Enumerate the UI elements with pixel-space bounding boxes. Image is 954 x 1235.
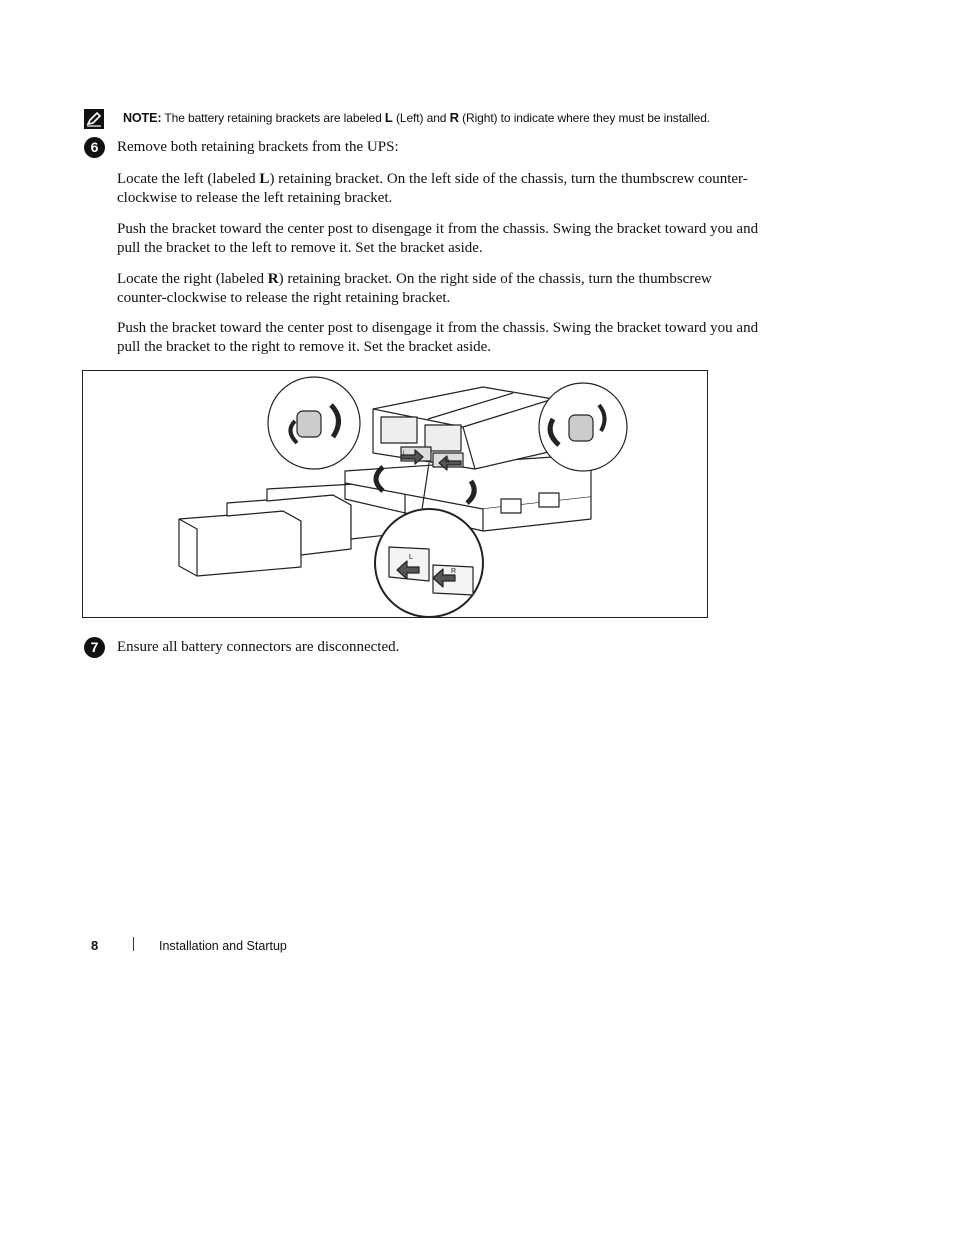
- note-text-part: The battery retaining brackets are labeled: [164, 111, 382, 125]
- step-7-text: Ensure all battery connectors are disconnected.: [117, 639, 400, 655]
- note-letter-r: R: [449, 110, 459, 125]
- pencil-note-icon: [84, 109, 104, 129]
- pallet-slot: [539, 493, 559, 507]
- para-letter-r: R: [267, 271, 279, 287]
- step-7-badge: 7: [84, 637, 105, 658]
- ups-illustration: [83, 371, 707, 617]
- para-text: ) retaining bracket. On the left side of the chassis, turn the thumbscrew counter-clockwise to release the left retaining bracket.: [117, 171, 748, 206]
- para-text: Locate the left (labeled: [117, 171, 256, 187]
- figure-label-l: L: [403, 451, 407, 457]
- ups-front-panel: [381, 417, 417, 443]
- note-letter-l: L: [384, 110, 393, 125]
- footer-section-title: Installation and Startup: [159, 939, 287, 953]
- step-6-paragraph-4: Push the bracket toward the center post to disengage it from the chassis. Swing the bracket toward you and pull the bracket to the right to remove it. Set the bracket aside.: [117, 320, 759, 355]
- detail-label-r: R: [451, 568, 457, 575]
- step-6-text: Remove both retaining brackets from the UPS:: [117, 139, 399, 155]
- bracket-removal-figure: [82, 370, 708, 618]
- right-thumbscrew: [569, 415, 593, 441]
- note-text-part: (Right) to indicate where they must be installed.: [462, 111, 711, 125]
- detail-label-l: L: [409, 554, 413, 561]
- note-text-part: (Left) and: [396, 111, 447, 125]
- step-6-badge: 6: [84, 137, 105, 158]
- pallet-slot: [501, 499, 521, 513]
- step-6-paragraph-3: [117, 270, 762, 307]
- para-text: Locate the right (labeled: [117, 271, 265, 287]
- step-6-paragraph-1: [117, 170, 762, 207]
- para-text: ) retaining bracket. On the right side of the chassis, turn the thumbscrew counter-clockwise to release the right retaining bracket.: [117, 271, 712, 306]
- para-letter-l: L: [259, 171, 270, 187]
- note-text: [123, 110, 710, 125]
- left-thumbscrew: [297, 411, 321, 437]
- note-callout: [84, 107, 774, 131]
- note-label: NOTE:: [123, 111, 162, 125]
- detail-bracket-left: [389, 547, 429, 581]
- step-6-paragraph-2: Push the bracket toward the center post to disengage it from the chassis. Swing the bracket toward you and pull the bracket to the left to remove it. Set the bracket aside.: [117, 221, 759, 256]
- figure-label-r: R: [445, 459, 450, 465]
- footer-divider: [133, 937, 134, 951]
- page-number: 8: [91, 938, 99, 953]
